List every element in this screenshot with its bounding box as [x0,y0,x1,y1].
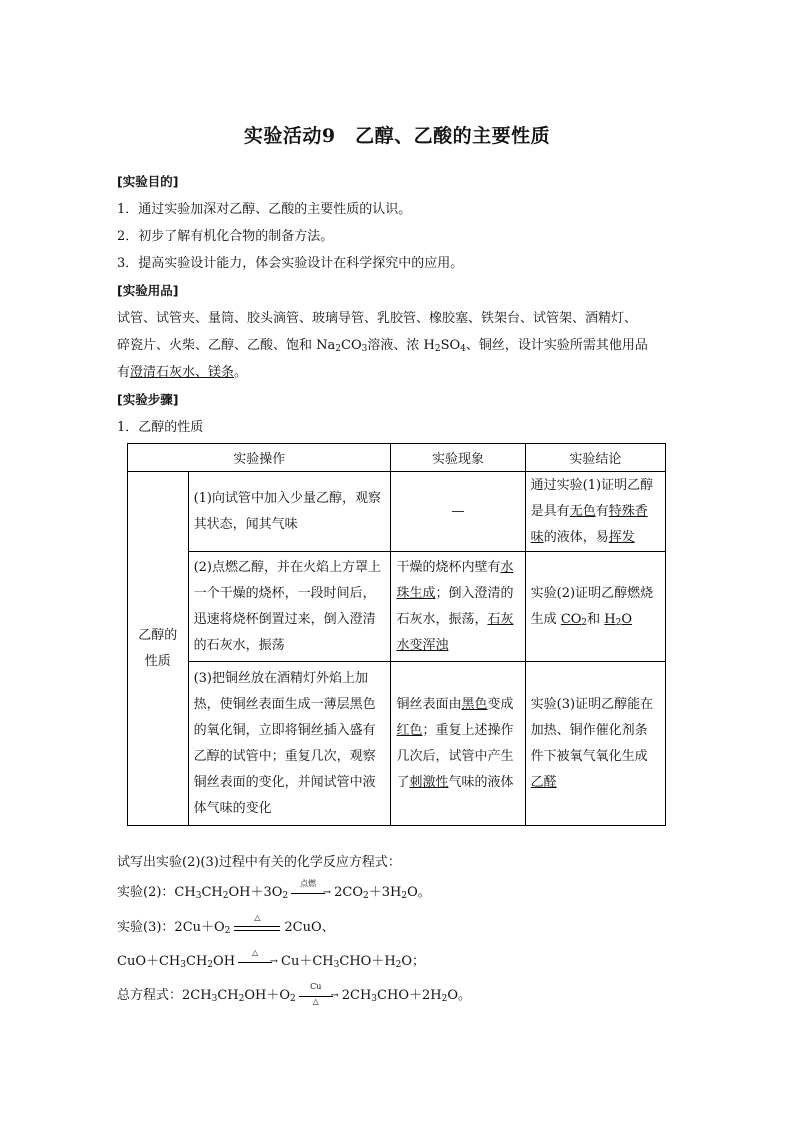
table-row [128,552,666,662]
experiment-table [127,443,666,826]
table-row [128,662,666,826]
reaction-arrow: △ → [238,955,278,969]
header-operation: 实验操作 [128,444,391,472]
materials-line-2: 碎瓷片、火柴、乙醇、乙酸、饱和 $Na_2CO_3$溶液、浓 $H_2SO_4$、铜丝，设计实验所需其他用品 [117,338,648,354]
equation-exp3-a: 实验(3)：$2Cu+O_2$ △ 2CuO、 [117,912,335,936]
materials-line-3: 有澄清石灰水、镁条。 [117,365,248,380]
reaction-arrow: 点燃 → [291,886,331,900]
equation-exp2: 实验(2)：$CH_3CH_2OH+3O_2$ 点燃 → $2CO_2+3H_2O$。 [117,878,431,901]
equations-intro: 试写出实验(2)(3)过程中有关的化学反应方程式： [117,855,401,870]
purpose-item-3: 3．提高实验设计能力，体会实验设计在科学探究中的应用。 [117,256,464,271]
materials-heading: [实验用品] [117,283,179,298]
conclusion-cell-1: 通过实验(1)证明乙醇是具有无色有特殊香味的液体，易挥发 [525,472,665,552]
header-conclusion: 实验结论 [525,444,665,472]
equilibrium-double-line: △ [234,921,280,935]
page-title: 实验活动9 乙醇、乙酸的主要性质 [243,125,551,147]
op-cell-3: (3)把铜丝放在酒精灯外焰上加热，使铜丝表面生成一薄层黑色的氧化铜，立即将铜丝插入盛有乙醇的试管中；重复几次，观察铜丝表面的变化，并闻试管中液体气味的变化 [188,662,391,826]
phenomenon-cell-2: 干燥的烧杯内壁有水珠生成；倒入澄清的石灰水，振荡，石灰水变浑浊 [391,552,525,662]
materials-line-1: 试管、试管夹、量筒、胶头滴管、玻璃导管、乳胶管、橡胶塞、铁架台、试管架、酒精灯、 [117,311,638,326]
reaction-arrow: Cu → △ [299,989,339,1003]
table-row [128,472,666,552]
steps-heading: [实验步骤] [117,392,179,407]
conclusion-cell-3: 实验(3)证明乙醇能在加热、铜作催化剂条件下被氧气氧化生成乙醛 [525,662,665,826]
op-cell-2: (2)点燃乙醇，并在火焰上方罩上一个干燥的烧杯，一段时间后，迅速将烧杯倒置过来，倒入澄清的石灰水，振荡 [188,552,391,662]
op-cell-1: (1)向试管中加入少量乙醇，观察其状态，闻其气味 [188,472,391,552]
purpose-heading: [实验目的] [117,174,179,189]
steps-sub-heading: 1．乙醇的性质 [117,420,204,435]
purpose-item-2: 2．初步了解有机化合物的制备方法。 [117,229,334,244]
phenomenon-cell-1: — [391,472,525,552]
phenomenon-cell-3: 铜丝表面由黑色变成红色；重复上述操作几次后，试管中产生了刺激性气味的液体 [391,662,525,826]
conclusion-cell-2: 实验(2)证明乙醇燃烧生成 $CO_2$和 $H_2O$ [525,552,665,662]
table-header-row [128,444,666,472]
row-label: 乙醇的性质 [128,472,189,826]
equation-total: 总方程式：$2CH_3CH_2OH+O_2$ Cu → △ $2CH_3CHO+2H_2O$。 [117,981,471,1006]
equation-exp3-b: $CuO+CH_3CH_2OH$ △ → $Cu+CH_3CHO+H_2O$； [117,947,426,970]
purpose-item-1: 1．通过实验加深对乙醇、乙酸的主要性质的认识。 [117,202,412,217]
header-phenomenon: 实验现象 [391,444,525,472]
